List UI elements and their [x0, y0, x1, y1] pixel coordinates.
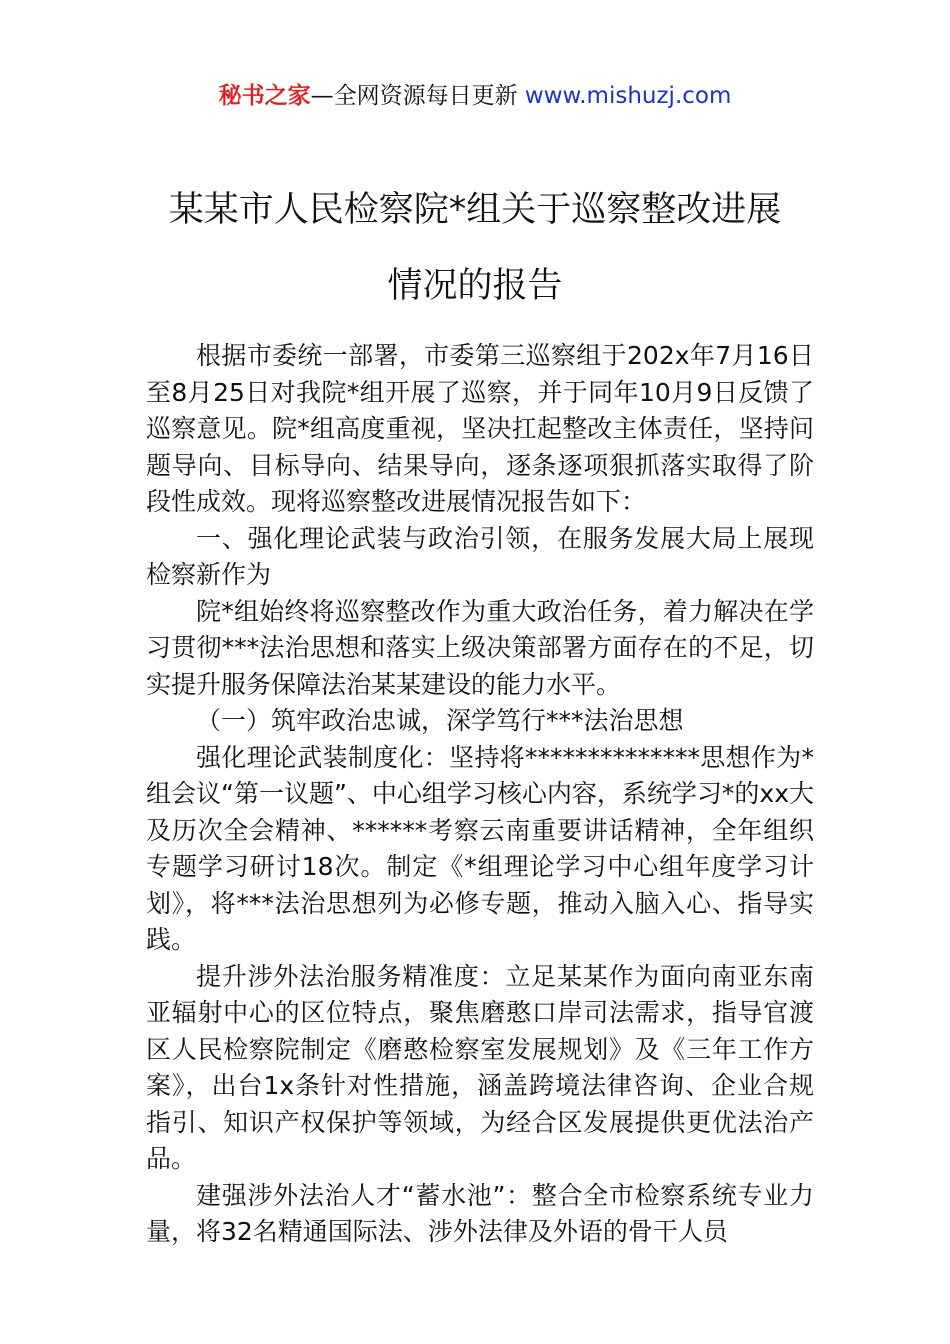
subsection-heading-1: （一）筑牢政治忠诚，深学笃行***法治思想: [196, 706, 684, 735]
paragraph-foreign-legal-service: 提升涉外法治服务精准度：立足某某作为面向南亚东南亚辐射中心的区位特点，聚焦磨憨口岸司法需求，指导官渡区人民检察院制定《磨憨检察室发展规划》及《三年工作方案》，出台1x条针对性措施，涵盖跨境法律咨询、企业合规指引、知识产权保护等领域，为经合区发展提供更优法治产品。: [146, 961, 814, 1173]
header-tagline: —全网资源每日更新: [310, 83, 525, 109]
paragraph-intro: 根据市委统一部署，市委第三巡察组于202x年7月16日至8月25日对我院*组开展了巡察，并于同年10月9日反馈了巡察意见。院*组高度重视，坚决扛起整改主体责任，坚持问题导向、目标导向、结果导向，逐条逐项狠抓落实取得了阶段性成效。现将巡察整改进展情况报告如下：: [146, 341, 814, 516]
brand-name: 秘书之家: [218, 83, 311, 109]
document-body: [146, 338, 814, 1251]
paragraph-talent-pool: 建强涉外法治人才“蓄水池”：整合全市检察系统专业力量，将32名精通国际法、涉外法律及外语的骨干人员: [146, 1180, 814, 1246]
title-line-2: 情况的报告: [387, 266, 563, 306]
document-title: [0, 172, 950, 324]
section-heading-1: 一、强化理论武装与政治引领，在服务发展大局上展现检察新作为: [146, 523, 814, 589]
site-url-link[interactable]: www.mishuzj.com: [524, 83, 732, 109]
paragraph-section-1-intro: 院*组始终将巡察整改作为重大政治任务，着力解决在学习贯彻***法治思想和落实上级决策部署方面存在的不足，切实提升服务保障法治某某建设的能力水平。: [146, 596, 814, 699]
title-line-1: 某某市人民检察院*组关于巡察整改进展: [168, 190, 782, 230]
paragraph-theory-study: 强化理论武装制度化：坚持将**************思想作为*组会议“第一议题”、中心组学习核心内容，系统学习*的xx大及历次全会精神、******考察云南重要讲话精神，全年组织专题学习研讨18次。制定《*组理论学习中心组年度学习计划》，将***法治思想列为必修专题，推动入脑入心、指导实践。: [146, 742, 814, 954]
site-header: [0, 80, 950, 112]
